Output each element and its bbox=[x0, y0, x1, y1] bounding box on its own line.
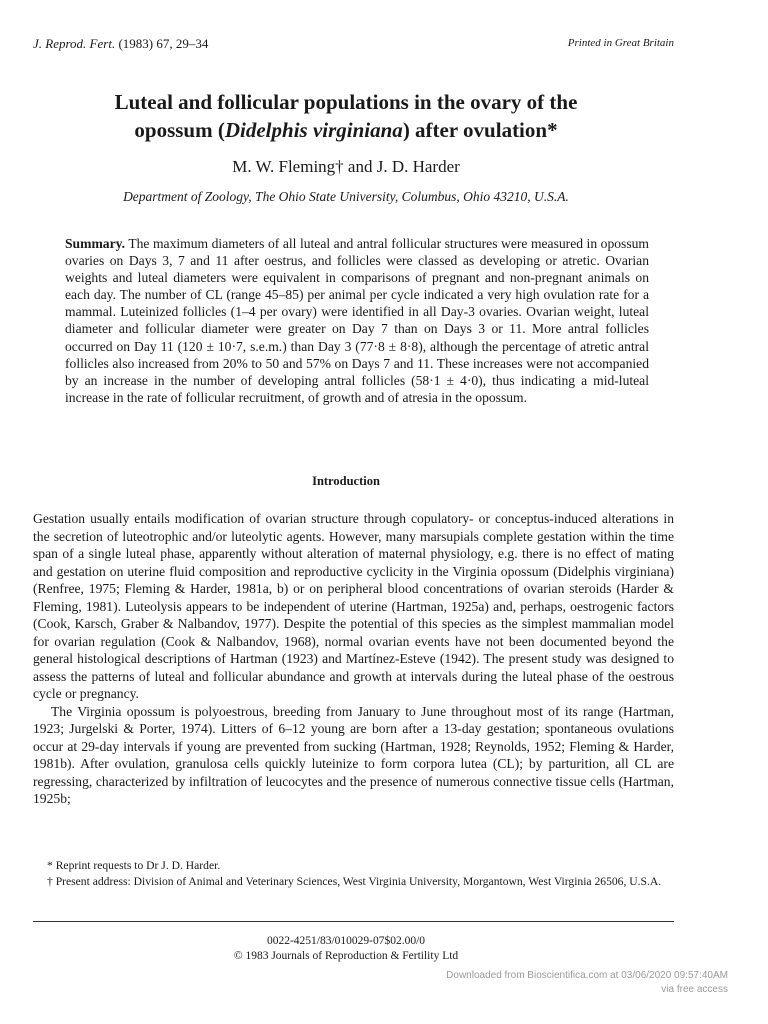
title-line-1: Luteal and follicular populations in the ovary of the bbox=[114, 90, 578, 114]
authors: M. W. Fleming† and J. D. Harder bbox=[232, 157, 460, 176]
title-species: Didelphis virginiana bbox=[224, 118, 403, 142]
intro-paragraph-1: Gestation usually entails modification of ovarian structure through copulatory- or conceptus-induced alterations in the secretion of luteotrophic and/or luteolytic agents. However, many marsupials complete gestation within the time span of a single luteal phase, apparently without alteration of maternal physiology, e.g. there is no effect of mating and gestation on uterine fluid composition and reproductive cyclicity in the Virginia opossum (Didelphis virginiana) (Renfree, 1975; Fleming & Harder, 1981a, b) or on peripheral blood concentrations of ovarian steroids (Harder & Fleming, 1981). Luteolysis appears to be independent of uterine (Hartman, 1925a) and, perhaps, oestrogenic factors (Cook, Karsch, Graber & Nalbandov, 1977). Despite the potential of this species as the simplest mammalian model for ovarian regulation (Cook & Nalbandov, 1968), normal ovarian events have not been documented beyond the general histological descriptions of Hartman (1923) and Martínez-Esteve (1942). The present study was designed to assess the patterns of luteal and follicular abundance and growth at intervals during the luteal phase of the oestrous cycle or pregnancy. bbox=[33, 511, 674, 701]
download-watermark bbox=[446, 969, 728, 997]
issn-code: 0022-4251/83/010029-07$02.00/0 bbox=[266, 935, 426, 947]
summary bbox=[65, 235, 649, 406]
section-heading: Introduction bbox=[312, 474, 380, 488]
printed-in: Printed in Great Britain bbox=[567, 37, 674, 49]
footnotes bbox=[33, 858, 674, 889]
watermark-line-2: via free access bbox=[661, 984, 728, 995]
article-title bbox=[40, 88, 652, 144]
footnote-reprint: * Reprint requests to Dr J. D. Harder. bbox=[47, 859, 221, 872]
copyright: © 1983 Journals of Reproduction & Fertility Ltd bbox=[233, 950, 459, 962]
affiliation: Department of Zoology, The Ohio State University, Columbus, Ohio 43210, U.S.A. bbox=[123, 189, 569, 204]
volume-pages: (1983) 67, 29–34 bbox=[118, 36, 209, 51]
summary-label: Summary. bbox=[65, 236, 126, 251]
watermark-line-1: Downloaded from Bioscientifica.com at 03/06/2020 09:57:40AM bbox=[446, 970, 728, 981]
title-part: opossum ( bbox=[134, 118, 225, 142]
summary-text: The maximum diameters of all luteal and antral follicular structures were measured in opossum ovaries on Days 3, 7 and 11 after oestrus, and follicles were classed as developing or atretic. Ovarian weights and luteal diameters were equivalent in comparisons of pregnant and non-pregnant animals on each day. The number of CL (range 45–85) per animal per cycle indicated a very high ovulation rate for a mammal. Luteinized follicles (1–4 per ovary) were identified in all Day-3 ovaries. Ovarian weight, luteal diameter and follicular diameter were greater on Day 7 than on Days 3 or 11. More antral follicles occurred on Day 11 (120 ± 10·7, s.e.m.) than Day 3 (77·8 ± 8·8), although the percentage of atretic antral follicles also increased from 20% to 50 and 57% on Days 7 and 11. These increases were not accompanied by an increase in the number of developing antral follicles (58·1 ± 4·0), thus indicating a mid-luteal increase in the rate of follicular recruitment, of growth and of atresia in the opossum. bbox=[65, 236, 649, 405]
introduction-body bbox=[33, 510, 674, 808]
journal-citation bbox=[33, 36, 208, 52]
title-line-2 bbox=[40, 116, 652, 144]
journal-name: J. Reprod. Fert. bbox=[33, 36, 116, 51]
intro-paragraph-2: The Virginia opossum is polyoestrous, breeding from January to June throughout most of its range (Hartman, 1923; Jurgelski & Porter, 1974). Litters of 6–12 young are born after a 13-day gestation; spontaneous ovulations occur at 29-day intervals if young are prevented from sucking (Hartman, 1928; Reynolds, 1952; Fleming & Harder, 1981b). After ovulation, granulosa cells quickly luteinize to form corpora lutea (CL); by parturition, all CL are regressing, characterized by infiltration of leucocytes and the presence of numerous connective tissue cells (Hartman, 1925b; bbox=[33, 703, 674, 806]
footer-rule bbox=[33, 921, 674, 922]
footnote-address: † Present address: Division of Animal and Veterinary Sciences, West Virginia University, Morgantown, West Virginia 26506, U.S.A. bbox=[47, 874, 662, 888]
title-part: ) after ovulation* bbox=[402, 118, 558, 142]
footer-info bbox=[40, 934, 652, 964]
